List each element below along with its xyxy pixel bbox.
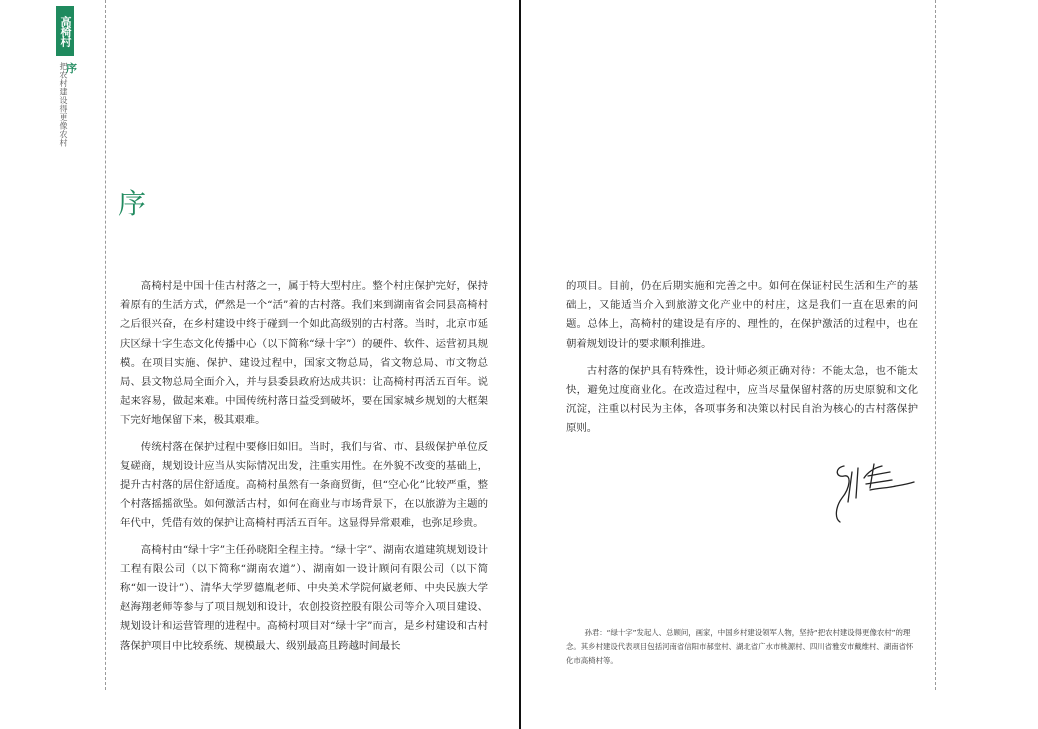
author-note-text: 孙君：“绿十字”发起人、总顾问，画家，中国乡村建设领军人物，坚持“把农村建设得更像农村”的理念。其乡村建设代表项目包括河南省信阳市郝堂村、湖北省广水市桃源村、四川省雅安市戴维村、湖南省怀化市高椅村等。 bbox=[566, 628, 914, 665]
page-title: 序 bbox=[118, 187, 147, 220]
paragraph: 高椅村是中国十佳古村落之一，属于特大型村庄。整个村庄保护完好，保持着原有的生活方式，俨然是一个“活”着的古村落。我们来到湖南省会同县高椅村之后很兴奋，在乡村建设中终于碰到一个如此高级别的古村落。当时，北京市延庆区绿十字生态文化传播中心（以下简称“绿十字”）的硬件、软件、运营初具规模。在项目实施、保护、建设过程中，国家文物总局，省文物总局、市文物总局、县文物总局全面介入，并与县委县政府达成共识：让高椅村再活五百年。说起来容易，做起来难。中国传统村落日益受到破坏，要在国家城乡规划的大框架下完好地保留下来，极其艰难。 bbox=[120, 280, 488, 427]
book-spine-divider bbox=[519, 0, 521, 729]
left-text-column bbox=[120, 277, 488, 663]
paragraph: 高椅村由“绿十字”主任孙晓阳全程主持。“绿十字”、湖南农道建筑规划设计工程有限公司（以下简称“湖南农道”）、湖南如一设计顾问有限公司（以下简称“如一设计”）、清华大学罗德胤老师、中央美术学院何崴老师、中央民族大学赵海翔老师等参与了项目规划和设计，农创投资控股有限公司等介入项目建设、规划设计和运营管理的进程中。高椅村项目对“绿十字”而言，是乡村建设和古村落保护项目中比较系统、规模最大、级别最高且跨越时间最长 bbox=[120, 543, 488, 652]
right-text-column bbox=[566, 277, 918, 447]
book-tagline: 把农村建设得更像农村 bbox=[59, 62, 68, 147]
section-tab-label: 序 bbox=[66, 62, 77, 75]
book-tab-badge: 高椅村 bbox=[56, 6, 74, 56]
author-signature bbox=[830, 458, 920, 528]
paragraph: 传统村落在保护过程中要修旧如旧。当时，我们与省、市、县级保护单位反复磋商，规划设计应当从实际情况出发，注重实用性。在外貌不改变的基础上，提升古村落的居住舒适度。高椅村虽然有一条商贸街，但“空心化”比较严重，整个村落摇摇欲坠。如何激活古村，如何在商业与市场背景下，在以旅游为主题的年代中，凭借有效的保护让高椅村再活五百年。这显得异常艰难，也弥足珍贵。 bbox=[120, 440, 488, 530]
author-note bbox=[566, 626, 918, 668]
right-margin-guide bbox=[935, 0, 936, 690]
paragraph: 古村落的保护具有特殊性，设计师必须正确对待：不能太急，也不能太快，避免过度商业化。在改造过程中，应当尽量保留村落的历史原貌和文化沉淀，注重以村民为主体，各项事务和决策以村民自治为核心的古村落保护原则。 bbox=[566, 364, 918, 435]
paragraph: 的项目。目前，仍在后期实施和完善之中。如何在保证村民生活和生产的基础上，又能适当介入到旅游文化产业中的村庄，这是我们一直在思索的问题。总体上，高椅村的建设是有序的、理性的，在保护激活的过程中，也在朝着规划设计的要求顺利推进。 bbox=[566, 280, 918, 350]
left-margin-guide bbox=[105, 0, 106, 690]
